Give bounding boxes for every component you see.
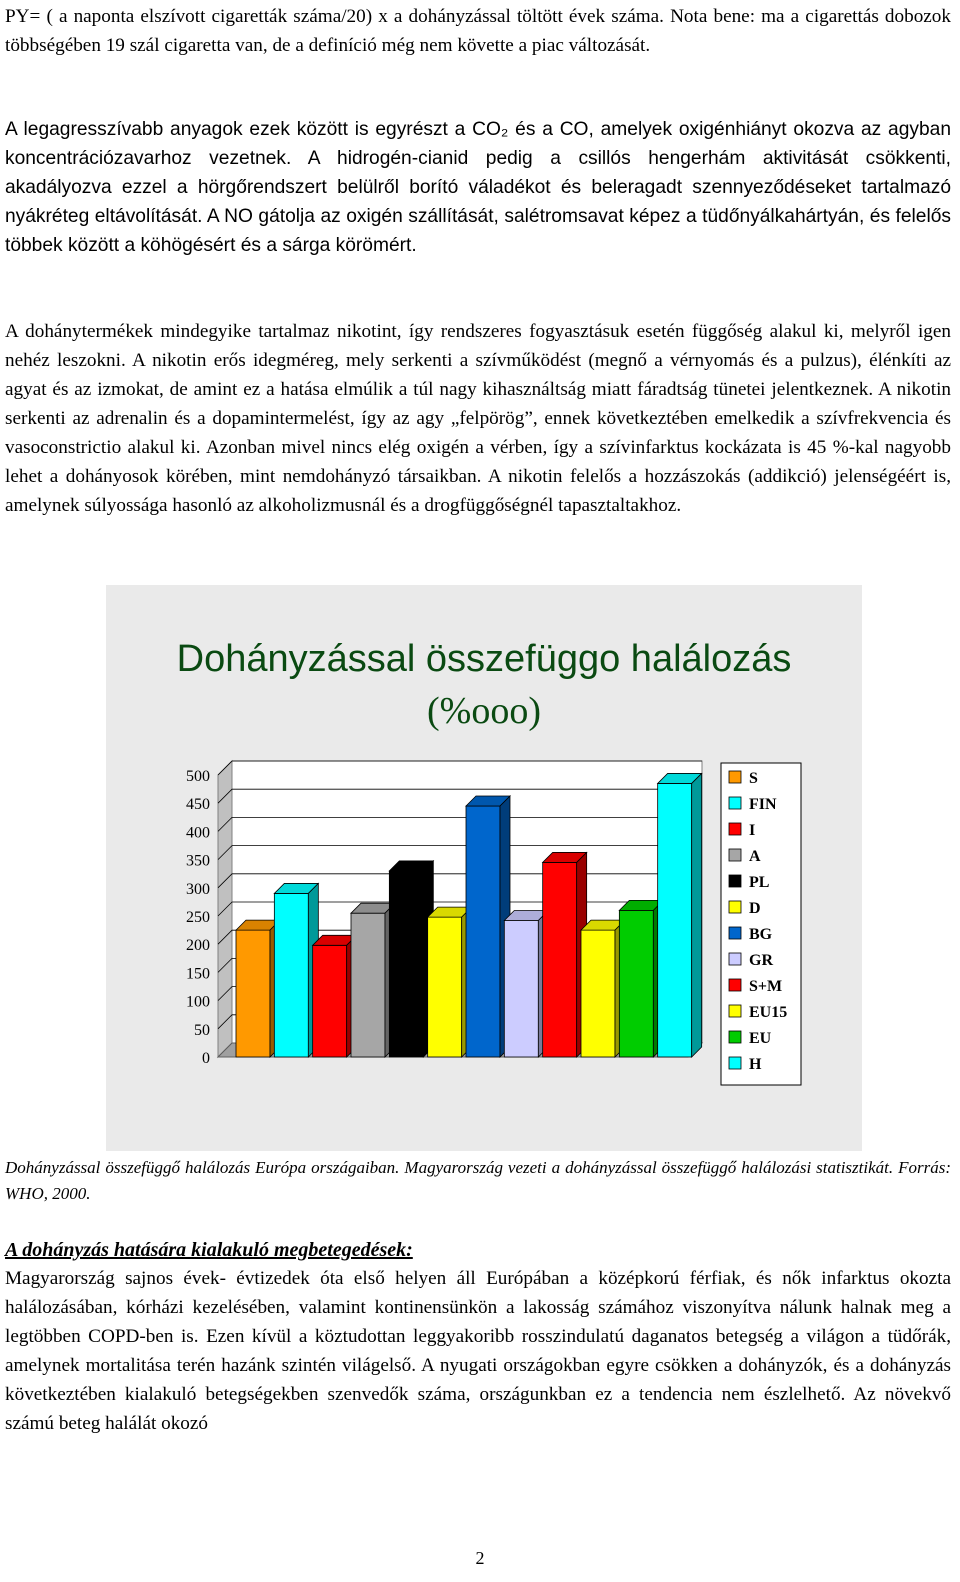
bar-fin bbox=[274, 893, 308, 1057]
chart-caption bbox=[5, 1155, 951, 1207]
bar-bg bbox=[466, 806, 500, 1057]
bar-chart bbox=[106, 585, 862, 1151]
y-tick-label: 350 bbox=[186, 852, 210, 870]
y-tick-label: 50 bbox=[194, 1021, 210, 1039]
bar-h bbox=[658, 783, 692, 1057]
paragraph-diseases bbox=[5, 1264, 951, 1438]
y-tick-label: 200 bbox=[186, 937, 210, 955]
legend-label: I bbox=[749, 822, 756, 839]
bar-pl bbox=[389, 871, 423, 1057]
legend-swatch bbox=[729, 875, 741, 887]
legend-swatch bbox=[729, 901, 741, 913]
section-heading: A dohányzás hatására kialakuló megbetegedések: bbox=[5, 1239, 413, 1261]
legend-swatch bbox=[729, 1005, 741, 1017]
legend-label: EU15 bbox=[749, 1004, 788, 1021]
legend-label: PL bbox=[749, 874, 770, 891]
bar-a bbox=[351, 913, 385, 1057]
legend-label: A bbox=[749, 848, 761, 865]
page-number: 2 bbox=[475, 1548, 485, 1568]
bar-i bbox=[313, 945, 347, 1057]
bar-s-m bbox=[543, 862, 577, 1057]
legend-label: S bbox=[749, 770, 758, 787]
chart-container bbox=[106, 585, 862, 1151]
legend-swatch bbox=[729, 953, 741, 965]
bar-gr bbox=[504, 921, 538, 1057]
y-tick-label: 100 bbox=[186, 993, 210, 1011]
legend-label: H bbox=[749, 1056, 762, 1073]
bar-eu15 bbox=[581, 930, 615, 1057]
y-tick-label: 250 bbox=[186, 909, 210, 926]
y-tick-label: 0 bbox=[202, 1050, 210, 1067]
legend-label: EU bbox=[749, 1030, 772, 1047]
legend-swatch bbox=[729, 797, 741, 809]
paragraph-py-text: PY= ( a naponta elszívott cigaretták száma/20) x a dohányzással töltött évek száma. Nota bene: ma a cigarettás dobozok többségében 19 szál cigaretta van, de a definíció még nem követte a piac változását. bbox=[5, 6, 951, 56]
legend-label: S+M bbox=[749, 978, 783, 995]
y-tick-label: 150 bbox=[186, 965, 210, 983]
legend-swatch bbox=[729, 1057, 741, 1069]
bar-eu bbox=[619, 910, 653, 1057]
y-tick-label: 300 bbox=[186, 880, 210, 898]
y-tick-label: 450 bbox=[186, 796, 210, 814]
legend-label: D bbox=[749, 900, 761, 917]
legend-swatch bbox=[729, 771, 741, 783]
paragraph-nicotine-text: A dohánytermékek mindegyike tartalmaz nikotint, így rendszeres fogyasztásuk esetén függőség alakul ki, melyről igen nehéz leszokni. A nikotin erős idegméreg, mely serkenti a szívműködést (megnő a vérnyomás és a pulzus), élénkíti az agyat és az izmokat, de amint ez a hatása elmúlik a túl nagy kihasználtság miatt fáradtság tünetei jelentkeznek. A nikotin serkenti az adrenalin és a dopamintermelést, így az agy „felpörög”, ennek következtében emelkedik a szívfrekvencia és vasoconstrictio alakul ki. Azonban mivel nincs elég oxigén a vérben, így a szívinfarktus kockázata is 45 %-kal nagyobb lehet a dohányosok körében, mint nemdohányzó társaikban. A nikotin felelős a hozzászokás (addikció) jelenségéért is, amelynek súlyossága hasonló az alkoholizmusnál és a drogfüggőségnél tapasztaltakhoz. bbox=[5, 321, 951, 516]
legend-swatch bbox=[729, 979, 741, 991]
legend-swatch bbox=[729, 927, 741, 939]
y-tick-label: 500 bbox=[186, 768, 210, 785]
chart-title-line2: (%ooo) bbox=[427, 690, 541, 732]
paragraph-diseases-text: Magyarország sajnos évek- évtizedek óta első helyen áll Európában a középkorú férfiak, és nők infarktus okozta halálozásában, kórházi kezelésében, valamint kontinensünkön a lakosság számához viszonyítva nálunk halnak meg a legtöbben COPD-ben is. Ezen kívül a köztudottan leggyakoribb rosszindulatú daganatos betegség a világon a tüdőrák, amelynek mortalitása terén hazánk szintén világelső. A nyugati országokban egyre csökken a dohányzók, és a dohányzás következtében kialakuló betegségekben szenvedők száma, országunkban ez a tendencia nem észlelhető. Az növekvő számú beteg halálát okozó bbox=[5, 1268, 951, 1434]
legend-swatch bbox=[729, 823, 741, 835]
paragraph-harmful-substances bbox=[5, 115, 951, 260]
legend-swatch bbox=[729, 1031, 741, 1043]
chart-caption-text: Dohányzással összefüggő halálozás Európa országaiban. Magyarország vezeti a dohányzással összefüggő halálozási statisztikát. Forrás: WHO, 2000. bbox=[5, 1158, 951, 1203]
bar-s bbox=[236, 930, 270, 1057]
legend-label: GR bbox=[749, 952, 773, 969]
legend-label: BG bbox=[749, 926, 773, 943]
paragraph-nicotine bbox=[5, 317, 951, 520]
paragraph-py-definition bbox=[5, 2, 951, 60]
bar-d bbox=[428, 917, 462, 1057]
y-tick-label: 400 bbox=[186, 824, 210, 842]
legend-label: FIN bbox=[749, 796, 777, 813]
chart-title-line1: Dohányzással összefüggo halálozás bbox=[176, 638, 792, 680]
bar-side bbox=[692, 773, 702, 1057]
paragraph-harmful-text: A legagresszívabb anyagok ezek között is egyrészt a CO₂ és a CO, amelyek oxigénhiányt okozva az agyban koncentrációzavarhoz vezetnek. A hidrogén-cianid pedig a csillós hengerhám aktivitását csökkenti, akadályozva ezzel a hörgőrendszert belülről borító váladékot és beleragadt szennyeződéseket tartalmazó nyákréteg eltávolítását. A NO gátolja az oxigén szállítását, salétromsavat képez a tüdőnyálkahártyán, és felelős többek között a köhögésért és a sárga körömért. bbox=[5, 119, 951, 256]
legend-swatch bbox=[729, 849, 741, 861]
